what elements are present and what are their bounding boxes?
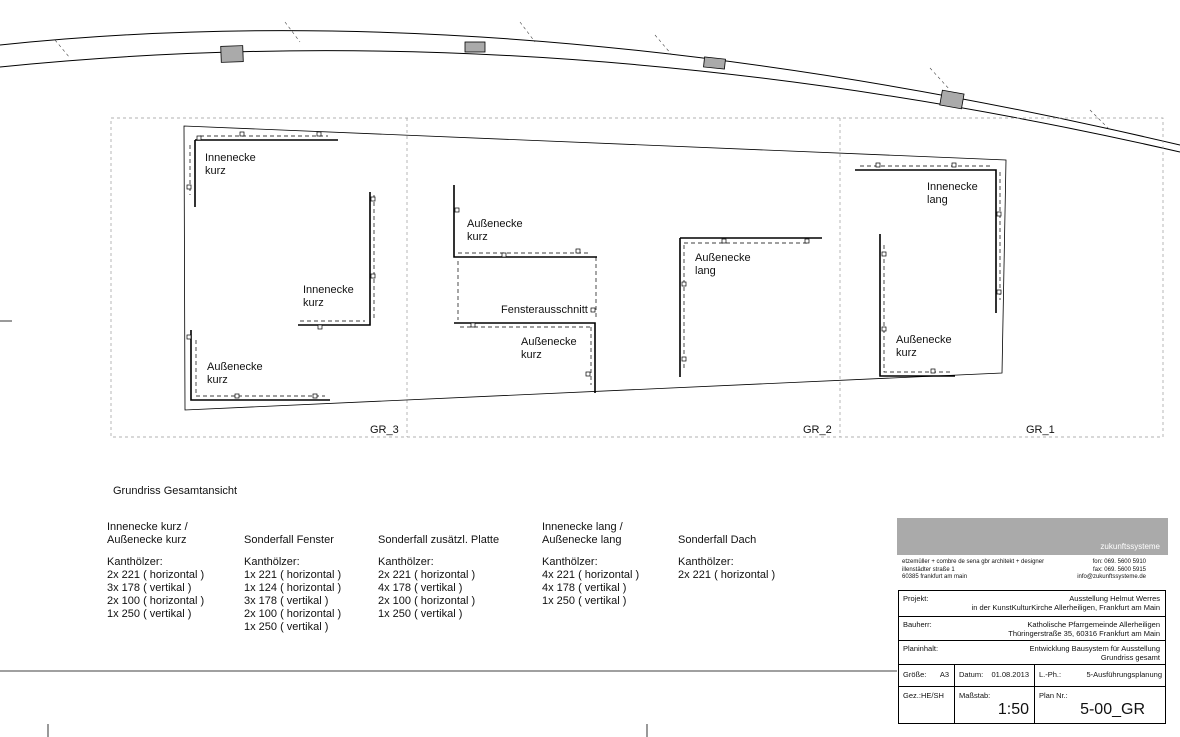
row-projekt (899, 591, 1165, 617)
column-innen-aussen-lang (542, 521, 639, 608)
groesse-label: Größe: (903, 670, 927, 679)
row-bauherr (899, 617, 1165, 641)
list-item: 3x 178 ( vertikal ) (244, 595, 329, 607)
list-item: 2x 100 ( horizontal ) (107, 595, 205, 607)
list-item: 2x 221 ( horizontal ) (678, 569, 776, 581)
column-heading: Innenecke kurz / Außenecke kurz (107, 521, 188, 546)
list-item: 4x 221 ( horizontal ) (542, 569, 640, 581)
list-item: 4x 178 ( vertikal ) (378, 582, 463, 594)
pillar (704, 57, 726, 69)
pillar (940, 90, 964, 109)
list-item: 1x 250 ( vertikal ) (542, 595, 627, 607)
column-sub: Kanthölzer: (678, 556, 734, 568)
column-heading: Sonderfall Fenster (244, 534, 334, 546)
list-item: 4x 178 ( vertikal ) (542, 582, 627, 594)
label-aussenecke-kurz: Außenecke kurz (521, 336, 577, 361)
row-planinhalt (899, 641, 1165, 665)
plannr-value: 5-00_GR (1080, 701, 1145, 718)
datum-value: 01.08.2013 (991, 670, 1029, 679)
lph-label: L.-Ph.: (1039, 670, 1062, 679)
label-aussenecke-kurz: Außenecke kurz (467, 218, 523, 243)
projekt-label: Projekt: (903, 594, 929, 603)
plannr-label: Plan Nr.: (1039, 691, 1068, 700)
section-label-gr3: GR_3 (370, 424, 399, 436)
datum-label: Datum: (959, 670, 984, 679)
planinhalt-label: Planinhalt: (903, 644, 939, 653)
list-item: 2x 100 ( horizontal ) (378, 595, 476, 607)
pillar (221, 46, 244, 63)
wall-curve-outer (0, 31, 1180, 145)
column-sub: Kanthölzer: (244, 556, 300, 568)
massstab-label: Maßstab: (959, 691, 991, 700)
wall-curve-inner (0, 51, 1180, 152)
pillar (465, 42, 485, 52)
drawing-title: Grundriss Gesamtansicht (113, 485, 238, 497)
column-sub: Kanthölzer: (378, 556, 434, 568)
row-meta (899, 665, 1165, 687)
list-item: 1x 250 ( vertikal ) (107, 608, 192, 620)
title-block (897, 518, 1168, 724)
list-item: 1x 221 ( horizontal ) (244, 569, 342, 581)
section-label-gr2: GR_2 (803, 424, 832, 436)
label-fensterausschnitt: Fensterausschnitt (501, 304, 588, 316)
column-sonderfall-fenster (244, 521, 341, 634)
list-item: 1x 250 ( vertikal ) (378, 608, 463, 620)
list-item: 1x 124 ( horizontal ) (244, 582, 342, 594)
brand-name: zukunftssysteme (1100, 542, 1160, 551)
gez-value: HE/SH (920, 691, 944, 700)
planinhalt-value: Entwicklung Bausystem für Ausstellung Grundriss gesamt (1029, 644, 1160, 662)
lph-value: 5-Ausführungsplanung (1086, 670, 1162, 679)
column-sub: Kanthölzer: (107, 556, 163, 568)
column-sub: Kanthölzer: (542, 556, 598, 568)
column-heading: Sonderfall Dach (678, 534, 757, 546)
title-block-table (898, 590, 1166, 724)
row-plan (899, 687, 1165, 723)
office-address: etzemüller + combre de sena gbr architekt + designer illenstädter straße 1 60385 frankfurt am main (902, 559, 1045, 580)
label-innenecke-kurz: Innenecke kurz (303, 284, 354, 309)
section-label-gr1: GR_1 (1026, 424, 1055, 436)
label-innenecke-kurz: Innenecke kurz (205, 152, 256, 177)
label-innenecke-lang: Innenecke lang (927, 181, 978, 206)
column-heading: Innenecke lang / Außenecke lang (542, 521, 623, 546)
list-item: 2x 100 ( horizontal ) (244, 608, 342, 620)
massstab-value: 1:50 (997, 701, 1029, 718)
gez-label: Gez.: (903, 691, 921, 700)
projekt-value: Ausstellung Helmut Werres in der KunstKulturKirche Allerheiligen, Frankfurt am Main (971, 594, 1160, 612)
label-aussenecke-kurz: Außenecke kurz (896, 334, 952, 359)
bauherr-value: Katholische Pfarrgemeinde Allerheiligen Thüringerstraße 35, 60316 Frankfurt am Main (1008, 620, 1160, 638)
column-sonderfall-dach (678, 521, 775, 582)
bauherr-label: Bauherr: (903, 620, 932, 629)
office-contact: fon: 069. 5600 5910 fax: 069. 5600 5915 info@zukunftssysteme.de (1077, 559, 1146, 580)
column-heading: Sonderfall zusätzl. Platte (378, 534, 500, 546)
title-block-header (897, 518, 1168, 555)
list-item: 3x 178 ( vertikal ) (107, 582, 192, 594)
list-item: 2x 221 ( horizontal ) (107, 569, 205, 581)
groesse-value: A3 (939, 670, 949, 679)
label-aussenecke-kurz: Außenecke kurz (207, 361, 263, 386)
column-innen-aussen-kurz (107, 521, 204, 621)
label-aussenecke-lang: Außenecke lang (695, 252, 751, 277)
list-item: 2x 221 ( horizontal ) (378, 569, 476, 581)
column-sonderfall-platte (378, 521, 499, 621)
list-item: 1x 250 ( vertikal ) (244, 621, 329, 633)
